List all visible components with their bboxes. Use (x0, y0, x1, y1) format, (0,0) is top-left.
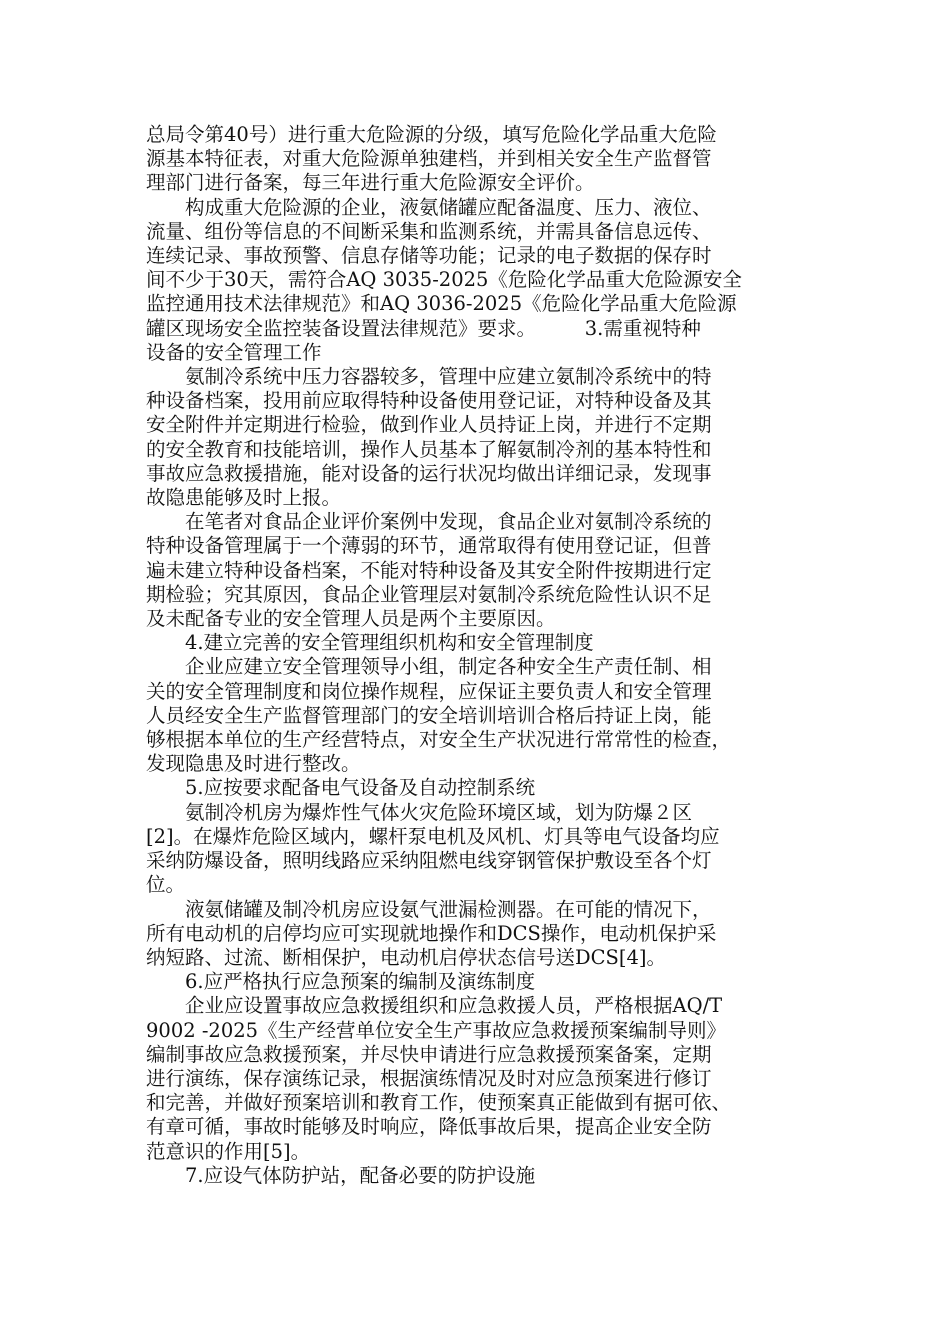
paragraph-leak-detection: 液氨储罐及制冷机房应设氨气泄漏检测器。在可能的情况下， 所有电动机的启停均应可实现就地操作和DCS操作，电动机保护采 纳短路、过流、断相保护，电动机启停状态信号送DCS[4]。 (146, 897, 717, 969)
paragraph-monitoring-system: 构成重大危险源的企业，液氨储罐应配备温度、压力、液位、 流量、组份等信息的不间断采集和监测系统，并需具备信息远传、 连续记录、事故预警、信息存储等功能；记录的电子数据的保存时 间不少于30天，需符合AQ 3035-2025《危险化学品重大危险源安全 监控通用技术法律规范》和AQ 3036-2025《危险化学品重大危险源 罐区现场安全监控装备设置法律规范》要求。 3.需重视特种 设备的安全管理工作 (146, 195, 742, 364)
paragraph-emergency-plan: 企业应设置事故应急救援组织和应急救援人员，严格根据AQ/T 9002 -2025《生产经营单位安全生产事故应急救援预案编制导则》 编制事故应急救援预案，并尽快申请进行应急救援预案备案，定期 进行演练，保存演练记录，根据演练情况及时对应急预案进行修订 和完善，并做好预案培训和教育工作，使预案真正能做到有据可依、 有章可循，事故时能够及时响应，降低事故后果，提高企业安全防 范意识的作用[5]。 (146, 994, 732, 1163)
document-body (146, 123, 806, 1188)
heading-section-6: 6.应严格执行应急预案的编制及演练制度 (185, 970, 536, 994)
heading-section-4: 4.建立完善的安全管理组织机构和安全管理制度 (185, 631, 594, 655)
paragraph-explosion-zone: 氨制冷机房为爆炸性气体火灾危险环境区域，划为防爆２区 [2]。在爆炸危险区域内，螺杆泵电机及风机、灯具等电气设备均应 采纳防爆设备，照明线路应采纳阻燃电线穿钢管保护敷设至各个灯 位。 (146, 800, 720, 897)
paragraph-special-equipment: 氨制冷系统中压力容器较多，管理中应建立氨制冷系统中的特 种设备档案，投用前应取得特种设备使用登记证，对特种设备及其 安全附件并定期进行检验，做到作业人员持证上岗，并进行不定期 的安全教育和技能培训，操作人员基本了解氨制冷剂的基本特性和 事故应急救援措施，能对设备的运行状况均做出详细记录，发现事 故隐患能够及时上报。 (146, 365, 712, 510)
paragraph-case-findings: 在笔者对食品企业评价案例中发现，食品企业对氨制冷系统的 特种设备管理属于一个薄弱的环节，通常取得有使用登记证，但普 遍未建立特种设备档案，不能对特种设备及其安全附件按期进行定 期检验；究其原因，食品企业管理层对氨制冷系统危险性认识不足 及未配备专业的安全管理人员是两个主要原因。 (146, 510, 712, 631)
heading-section-7: 7.应设气体防护站，配备必要的防护设施 (185, 1163, 536, 1187)
paragraph-hazard-classification: 总局令第40号）进行重大危险源的分级，填写危险化学品重大危险 源基本特征表，对重大危险源单独建档，并到相关安全生产监督管 理部门进行备案，每三年进行重大危险源安全评价。 (146, 123, 717, 195)
paragraph-safety-organization: 企业应建立安全管理领导小组，制定各种安全生产责任制、相 关的安全管理制度和岗位操作规程，应保证主要负责人和安全管理 人员经安全生产监督管理部门的安全培训培训合格后持证上岗，能 够根据本单位的生产经营特点，对安全生产状况进行常常性的检查， 发现隐患及时进行整改。 (146, 655, 732, 776)
heading-section-5: 5.应按要求配备电气设备及自动控制系统 (185, 776, 536, 800)
